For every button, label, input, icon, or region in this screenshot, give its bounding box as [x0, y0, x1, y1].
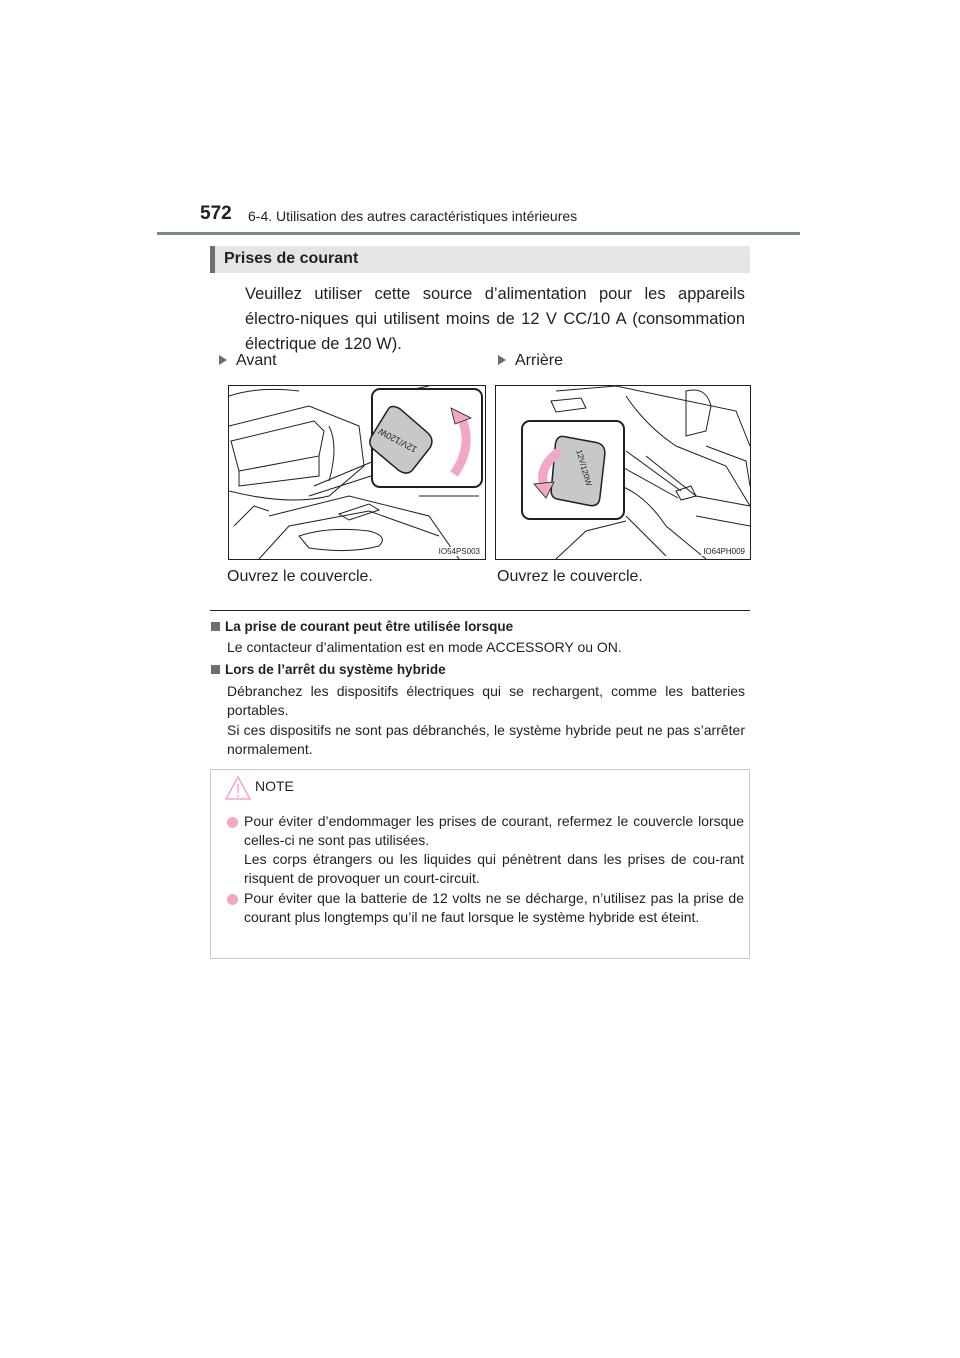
figure-code-front: IO54PS003	[438, 547, 480, 556]
note-bullet-icon	[227, 817, 238, 828]
front-cover-text: 12V/120W	[376, 426, 419, 455]
section-title: Prises de courant	[224, 250, 359, 267]
front-console-illustration	[229, 386, 485, 559]
section-header	[210, 246, 750, 273]
note-item-1-line-2: Les corps étrangers ou les liquides qui pénètrent dans les prises de cou-rant risquent de provoquer un court-circuit.	[244, 851, 744, 886]
note-item-2-line-1: Pour éviter que la batterie de 12 volts ne se décharge, n’utilisez pas la prise de courant plus longtemps qu’il ne faut lorsque le système hybride est éteint.	[244, 890, 744, 925]
triangle-bullet-icon	[498, 355, 506, 365]
info-paragraph-2-2: Si ces dispositifs ne sont pas débranchés, le système hybride peut ne pas s’arrêter normalement.	[227, 722, 745, 757]
warning-triangle-icon	[225, 776, 251, 800]
triangle-bullet-icon	[219, 355, 227, 365]
info-heading-1: La prise de courant peut être utilisée lorsque	[211, 619, 513, 634]
intro-paragraph: Veuillez utiliser cette source d’alimentation pour les appareils électro-niques qui utilisent moins de 12 V CC/10 A (consommation électrique de 120 W).	[245, 285, 745, 353]
info-paragraph-2-1: Débranchez les dispositifs électriques qui se rechargent, comme les batteries portables.	[227, 683, 745, 718]
figure-front-outlet	[228, 385, 486, 560]
figure-label-front: Avant	[219, 352, 277, 370]
section-divider	[210, 610, 750, 611]
section-header-bar	[210, 246, 215, 273]
figure-label-rear: Arrière	[498, 352, 563, 370]
note-item-1-line-1: Pour éviter d’endommager les prises de courant, refermez le couvercle lorsque celles-ci ne sont pas utilisées.	[244, 813, 744, 848]
note-item-2	[244, 889, 744, 927]
chapter-title: 6-4. Utilisation des autres caractéristiques intérieures	[248, 208, 578, 224]
page-number: 572	[200, 203, 232, 224]
note-bullet-icon	[227, 894, 238, 905]
note-box	[210, 769, 750, 959]
square-bullet-icon	[211, 622, 220, 631]
figure-code-rear: IO64PH009	[703, 547, 745, 556]
info-paragraph-1-1: Le contacteur d’alimentation est en mode ACCESSORY ou ON.	[227, 639, 622, 655]
header-rule	[157, 232, 800, 235]
square-bullet-icon	[211, 665, 220, 674]
figure-caption-rear: Ouvrez le couvercle.	[497, 568, 643, 585]
rear-console-illustration	[496, 386, 750, 559]
rear-cover-text: 12V/120W	[574, 448, 594, 488]
note-label: NOTE	[255, 778, 294, 794]
note-item-1	[244, 812, 744, 888]
figure-rear-outlet	[495, 385, 751, 560]
figure-caption-front: Ouvrez le couvercle.	[227, 568, 373, 585]
info-heading-2: Lors de l’arrêt du système hybride	[211, 662, 446, 677]
